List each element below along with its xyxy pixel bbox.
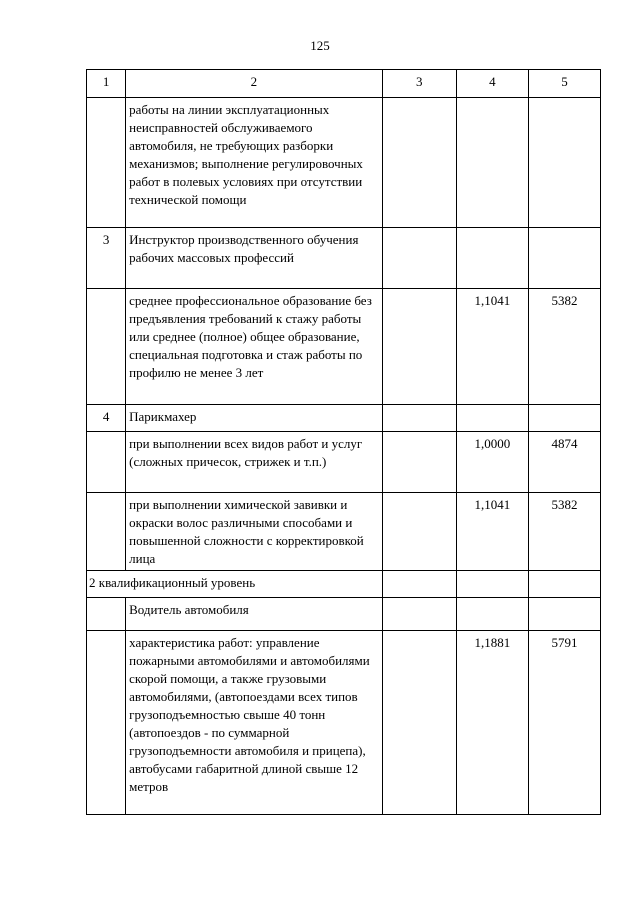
row-salary: [528, 405, 600, 432]
row-col3: [382, 228, 456, 289]
table-row: [87, 631, 601, 815]
row-col3: [382, 405, 456, 432]
row-description: среднее профессиональное образование без предъявления требований к стажу работы или среднее (полное) общее образование, специальная подготовка и стаж работы по профилю не менее 3 лет: [126, 289, 382, 405]
row-salary: [528, 571, 600, 598]
row-coefficient: 1,1041: [456, 289, 528, 405]
table-header-row: [87, 70, 601, 98]
row-coefficient: [456, 405, 528, 432]
row-col3: [382, 289, 456, 405]
row-number: [87, 598, 126, 631]
row-salary: 4874: [528, 432, 600, 493]
row-number: [87, 98, 126, 228]
row-salary: [528, 98, 600, 228]
column-header: 3: [382, 70, 456, 98]
row-col3: [382, 598, 456, 631]
salary-table: [86, 69, 601, 815]
table-row: [87, 432, 601, 493]
column-header: 1: [87, 70, 126, 98]
row-coefficient: [456, 98, 528, 228]
row-col3: [382, 98, 456, 228]
section-row: [87, 571, 601, 598]
row-description: Инструктор производственного обучения рабочих массовых профессий: [126, 228, 382, 289]
table-row: [87, 289, 601, 405]
row-number: 4: [87, 405, 126, 432]
table-row: [87, 598, 601, 631]
table-row: [87, 98, 601, 228]
table-row: [87, 493, 601, 571]
row-number: [87, 631, 126, 815]
row-coefficient: [456, 571, 528, 598]
row-col3: [382, 631, 456, 815]
row-number: 3: [87, 228, 126, 289]
row-number: [87, 432, 126, 493]
row-coefficient: 1,0000: [456, 432, 528, 493]
row-number: [87, 493, 126, 571]
row-coefficient: [456, 598, 528, 631]
row-description: Водитель автомобиля: [126, 598, 382, 631]
section-title: 2 квалификационный уровень: [87, 571, 383, 598]
row-coefficient: [456, 228, 528, 289]
row-description: работы на линии эксплуатационных неисправностей обслуживаемого автомобиля, не требующих разборки механизмов; выполнение регулировочных работ в полевых условиях при отсутствии технической помощи: [126, 98, 382, 228]
row-description: при выполнении химической завивки и окраски волос различными способами и повышенной сложности с корректировкой лица: [126, 493, 382, 571]
column-header: 4: [456, 70, 528, 98]
table-row: [87, 228, 601, 289]
row-number: [87, 289, 126, 405]
row-coefficient: 1,1881: [456, 631, 528, 815]
page-number: 125: [310, 38, 330, 53]
row-col3: [382, 432, 456, 493]
row-col3: [382, 571, 456, 598]
row-salary: [528, 228, 600, 289]
row-coefficient: 1,1041: [456, 493, 528, 571]
row-description: при выполнении всех видов работ и услуг (сложных причесок, стрижек и т.п.): [126, 432, 382, 493]
row-description: Парикмахер: [126, 405, 382, 432]
row-col3: [382, 493, 456, 571]
row-salary: 5791: [528, 631, 600, 815]
row-salary: 5382: [528, 493, 600, 571]
row-salary: 5382: [528, 289, 600, 405]
row-salary: [528, 598, 600, 631]
table-row: [87, 405, 601, 432]
row-description: характеристика работ: управление пожарными автомобилями и автомобилями скорой помощи, а также грузовыми автомобилями, (автопоездами всех типов грузоподъемностью свыше 40 тонн (автопоездов - по суммарной грузоподъемности автомобиля и прицепа), автобусами габаритной длиной свыше 12 метров: [126, 631, 382, 815]
column-header: 2: [126, 70, 382, 98]
column-header: 5: [528, 70, 600, 98]
